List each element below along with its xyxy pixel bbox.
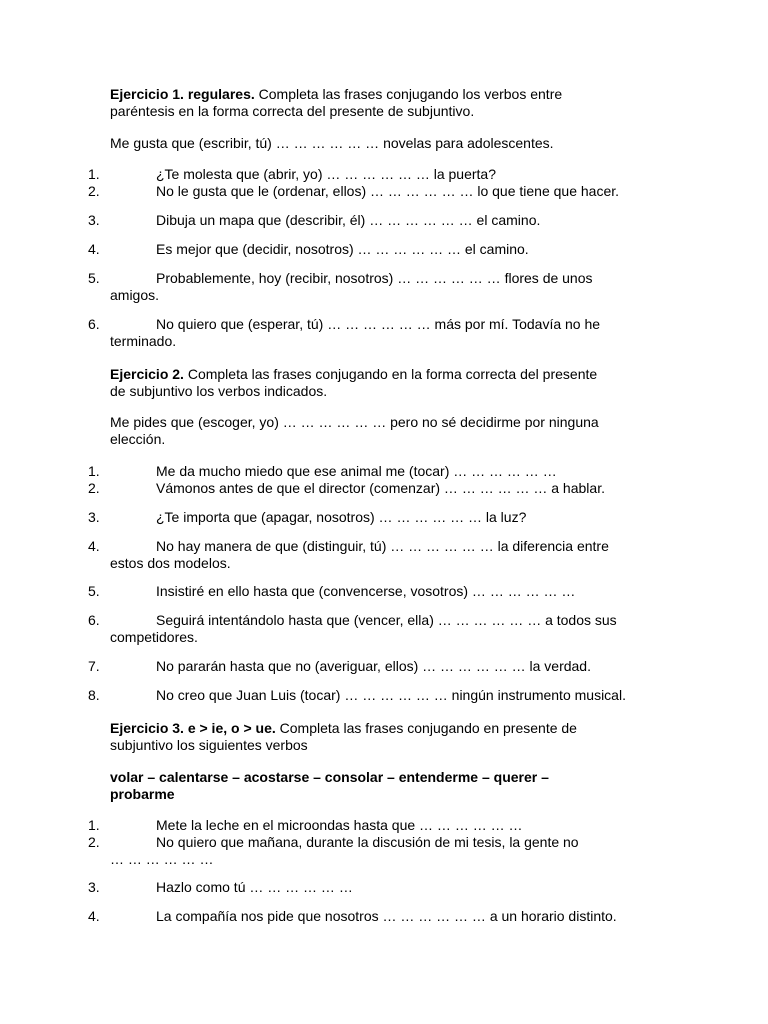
item-text: ¿Te molesta que (abrir, yo) … … … … … … la puerta? [156, 166, 497, 182]
item-text: Me da mucho miedo que ese animal me (tocar) … … … … … … [156, 463, 557, 479]
item-text: No hay manera de que (distinguir, tú) … … … … … … la diferencia entre [156, 538, 609, 554]
item-number: 8. [88, 687, 100, 703]
ex2-instr-line1: Completa las frases conjugando en la forma correcta del presente [183, 366, 598, 382]
item-text: Seguirá intentándolo hasta que (vencer, ella) … … … … … … a todos sus [156, 612, 617, 628]
item-number: 4. [88, 908, 100, 924]
ex3-instr-line1: Completa las frases conjugando en presente de [275, 720, 577, 736]
ex1-instructions [110, 86, 670, 120]
item-number: 1. [88, 817, 100, 833]
ex3-instr-line2: subjuntivo los siguientes verbos [110, 737, 308, 753]
ex3-title: Ejercicio 3. e > ie, o > ue. [110, 720, 276, 736]
item-text: No le gusta que le (ordenar, ellos) … … … … … … lo que tiene que hacer. [156, 183, 620, 199]
item-text: No creo que Juan Luis (tocar) … … … … … … ningún instrumento musical. [156, 687, 626, 703]
item-text: Es mejor que (decidir, nosotros) … … … … … … el camino. [156, 241, 529, 257]
item-text: No quiero que mañana, durante la discusión de mi tesis, la gente no [156, 834, 579, 850]
ex3-verb-list [110, 769, 670, 803]
item-text: Mete la leche en el microondas hasta que … … … … … … [156, 817, 523, 833]
item-number: 3. [88, 212, 100, 228]
item-text: Insistiré en ello hasta que (convencerse, vosotros) … … … … … … [156, 583, 576, 599]
item-text: Vámonos antes de que el director (comenzar) … … … … … … a hablar. [156, 480, 605, 496]
item-text: ¿Te importa que (apagar, nosotros) … … … … … … la luz? [156, 509, 527, 525]
item-number: 1. [88, 463, 100, 479]
item-text: No pararán hasta que no (averiguar, ellos) … … … … … … la verdad. [156, 658, 591, 674]
item-number: 2. [88, 834, 100, 850]
item-number: 6. [88, 612, 100, 628]
item-number: 2. [88, 480, 100, 496]
item-text-continued: amigos. [110, 287, 160, 303]
ex3-verbs-line1: volar – calentarse – acostarse – consolar – entenderme – querer – [110, 769, 549, 785]
ex2-example [110, 414, 670, 448]
item-number: 1. [88, 166, 100, 182]
ex1-title: Ejercicio 1. regulares. [110, 86, 255, 102]
item-number: 6. [88, 316, 100, 332]
ex3-verbs-line2: probarme [110, 786, 175, 802]
ex3-instructions [110, 720, 670, 754]
ex2-example-line2: elección. [110, 431, 166, 447]
item-text-continued: competidores. [110, 629, 198, 645]
item-number: 4. [88, 241, 100, 257]
ex1-instr-line1: Completa las frases conjugando los verbos entre [254, 86, 563, 102]
item-number: 3. [88, 509, 100, 525]
item-number: 2. [88, 183, 100, 199]
item-text-continued: estos dos modelos. [110, 555, 231, 571]
item-number: 3. [88, 879, 100, 895]
item-number: 5. [88, 270, 100, 286]
ex1-example: Me gusta que (escribir, tú) … … … … … … novelas para adolescentes. [110, 135, 554, 151]
item-text: La compañía nos pide que nosotros … … … … … … a un horario distinto. [156, 908, 617, 924]
ex2-title: Ejercicio 2. [110, 366, 184, 382]
item-text: Dibuja un mapa que (describir, él) … … … … … … el camino. [156, 212, 541, 228]
ex2-instructions [110, 366, 670, 400]
item-text-continued: terminado. [110, 333, 177, 349]
ex2-example-line1: Me pides que (escoger, yo) … … … … … … pero no sé decidirme por ninguna [110, 414, 599, 430]
item-number: 4. [88, 538, 100, 554]
item-number: 5. [88, 583, 100, 599]
ex1-instr-line2: paréntesis en la forma correcta del presente de subjuntivo. [110, 103, 475, 119]
item-text: No quiero que (esperar, tú) … … … … … … más por mí. Todavía no he [156, 316, 601, 332]
item-number: 7. [88, 658, 100, 674]
item-text: Hazlo como tú … … … … … … [156, 879, 353, 895]
item-text-continued: … … … … … … [110, 851, 214, 867]
item-text: Probablemente, hoy (recibir, nosotros) … … … … … … flores de unos [156, 270, 593, 286]
ex2-instr-line2: de subjuntivo los verbos indicados. [110, 383, 328, 399]
